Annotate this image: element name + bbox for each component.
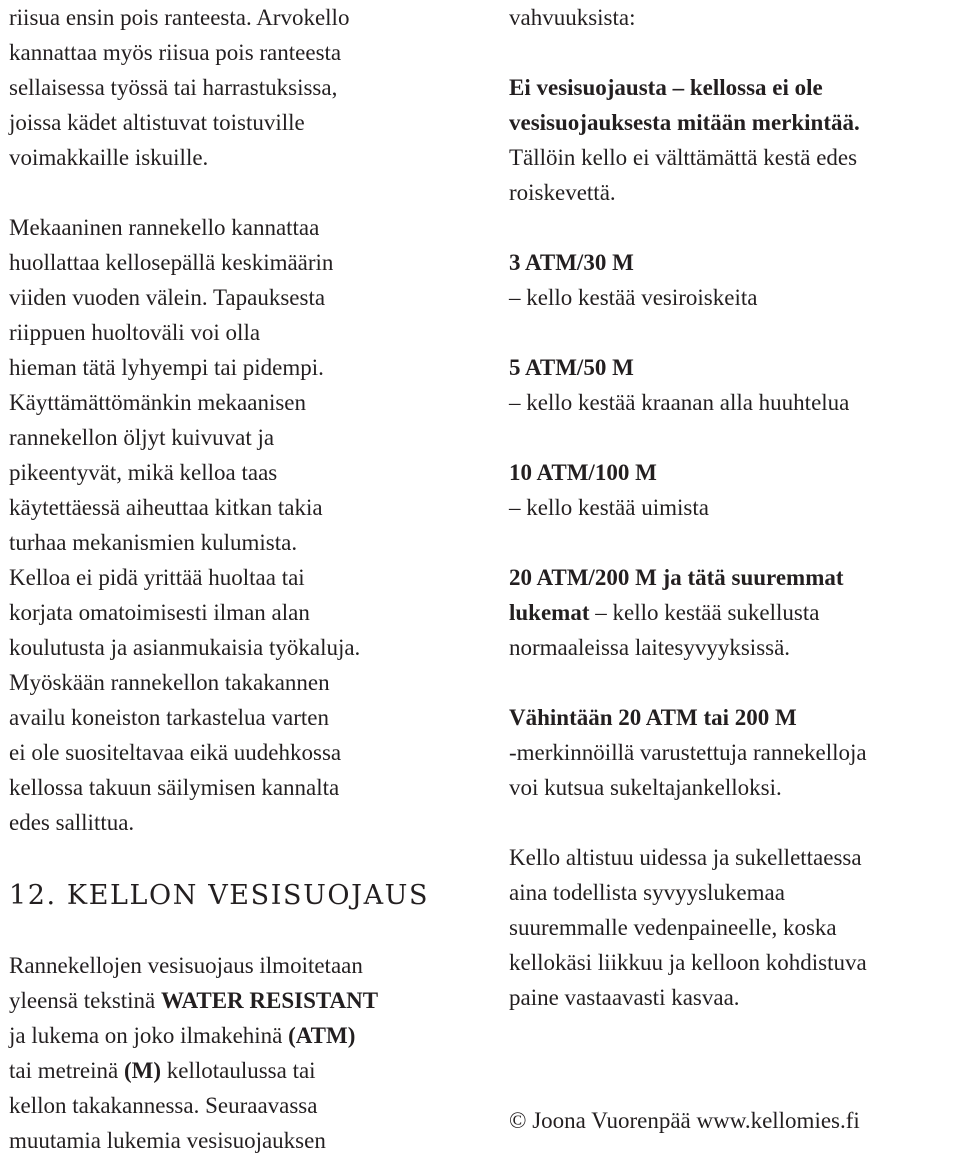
copyright-credit: © Joona Vuorenpää www.kellomies.fi [509,1108,860,1133]
rating-5atm [509,350,960,420]
text-run: tai metreinä [9,1058,124,1083]
text-line: korjata omatoimisesti ilman alan [9,600,310,625]
rating-description: – kello kestää vesiroiskeita [509,285,758,310]
text-line: Myöskään rannekellon takakannen [9,670,330,695]
text-line: Mekaaninen rannekello kannattaa [9,215,320,240]
text-line: kannattaa myös riisua pois ranteesta [9,40,342,65]
rating-no-protection [509,70,960,210]
rating-label: 20 ATM/200 M ja tätä suuremmat [509,565,844,590]
text-line: voi kutsua sukeltajankelloksi. [509,775,782,800]
text-line: paine vastaavasti kasvaa. [509,985,740,1010]
text-run: yleensä tekstinä [9,988,162,1013]
rating-description: – kello kestää kraanan alla huuhtelua [509,390,850,415]
text-line: pikeentyvät, mikä kelloa taas [9,460,278,485]
rating-10atm [509,455,960,525]
paragraph-ring-removal [9,0,479,175]
text-line: vahvuuksista: [509,5,636,30]
text-line: hieman tätä lyhyempi tai pidempi. [9,355,324,380]
diver-watch-note [509,700,960,805]
rating-description: roiskevettä. [509,180,616,205]
text-line [509,595,960,630]
text-line: voimakkaille iskuille. [9,145,209,170]
text-line: joissa kädet altistuvat toistuville [9,110,305,135]
text-line: -merkinnöillä varustettuja rannekelloja [509,740,867,765]
bold-term-atm: (ATM) [288,1023,356,1048]
paragraph-maintenance [9,210,479,840]
rating-label: Ei vesisuojausta – kellossa ei ole [509,75,823,100]
left-column [9,0,479,1158]
rating-3atm [509,245,960,315]
text-line: viiden vuoden välein. Tapauksesta [9,285,326,310]
text-line: rannekellon öljyt kuivuvat ja [9,425,275,450]
paragraph-water-pressure [509,840,960,1015]
rating-label: 3 ATM/30 M [509,250,634,275]
text-line: sellaisessa työssä tai harrastuksissa, [9,75,338,100]
text-line: kellokäsi liikkuu ja kelloon kohdistuva [509,950,867,975]
right-column [509,0,960,1015]
rating-20atm [509,560,960,665]
text-line: Käyttämättömänkin mekaanisen [9,390,306,415]
text-run: kellotaulussa tai [160,1058,316,1083]
text-line [9,1018,479,1053]
rating-label: 10 ATM/100 M [509,460,657,485]
rating-label: Vähintään 20 ATM tai 200 M [509,705,797,730]
text-line: suuremmalle vedenpaineelle, koska [509,915,837,940]
text-line [9,983,479,1018]
rating-label: 5 ATM/50 M [509,355,634,380]
text-line: riippuen huoltoväli voi olla [9,320,261,345]
text-line: riisua ensin pois ranteesta. Arvokello [9,5,350,30]
text-line: Rannekellojen vesisuojaus ilmoitetaan [9,953,363,978]
text-run: ja lukema on joko ilmakehinä [9,1023,289,1048]
rating-label: lukemat [509,600,590,625]
section-heading: 12. KELLON VESISUOJAUS [9,880,430,911]
text-line: muutamia lukemia vesisuojauksen [9,1128,326,1153]
text-line: turhaa mekanismien kulumista. [9,530,298,555]
text-line: edes sallittua. [9,810,135,835]
rating-label: vesisuojauksesta mitään merkintää. [509,110,860,135]
text-line: Kelloa ei pidä yrittää huoltaa tai [9,565,305,590]
bold-term-water-resistant: WATER RESISTANT [161,988,379,1013]
bold-term-m: (M) [123,1058,161,1083]
text-line: kellon takakannessa. Seuraavassa [9,1093,318,1118]
text-line: ei ole suositeltavaa eikä uudehkossa [9,740,342,765]
rating-description: – kello kestää uimista [509,495,709,520]
paragraph-water-resistance-intro [9,948,479,1158]
rating-description: – kello kestää sukellusta [589,600,820,625]
text-line: koulutusta ja asianmukaisia työkaluja. [9,635,361,660]
text-line: käytettäessä aiheuttaa kitkan takia [9,495,323,520]
text-line: Kello altistuu uidessa ja sukellettaessa [509,845,862,870]
rating-description: normaaleissa laitesyvyyksissä. [509,635,791,660]
rating-description: Tällöin kello ei välttämättä kestä edes [509,145,858,170]
text-line: kellossa takuun säilymisen kannalta [9,775,340,800]
text-line: availu koneiston tarkastelua varten [9,705,329,730]
text-line [9,1053,479,1088]
text-line: aina todellista syvyyslukemaa [509,880,785,905]
text-line: huollattaa kellosepällä keskimäärin [9,250,334,275]
